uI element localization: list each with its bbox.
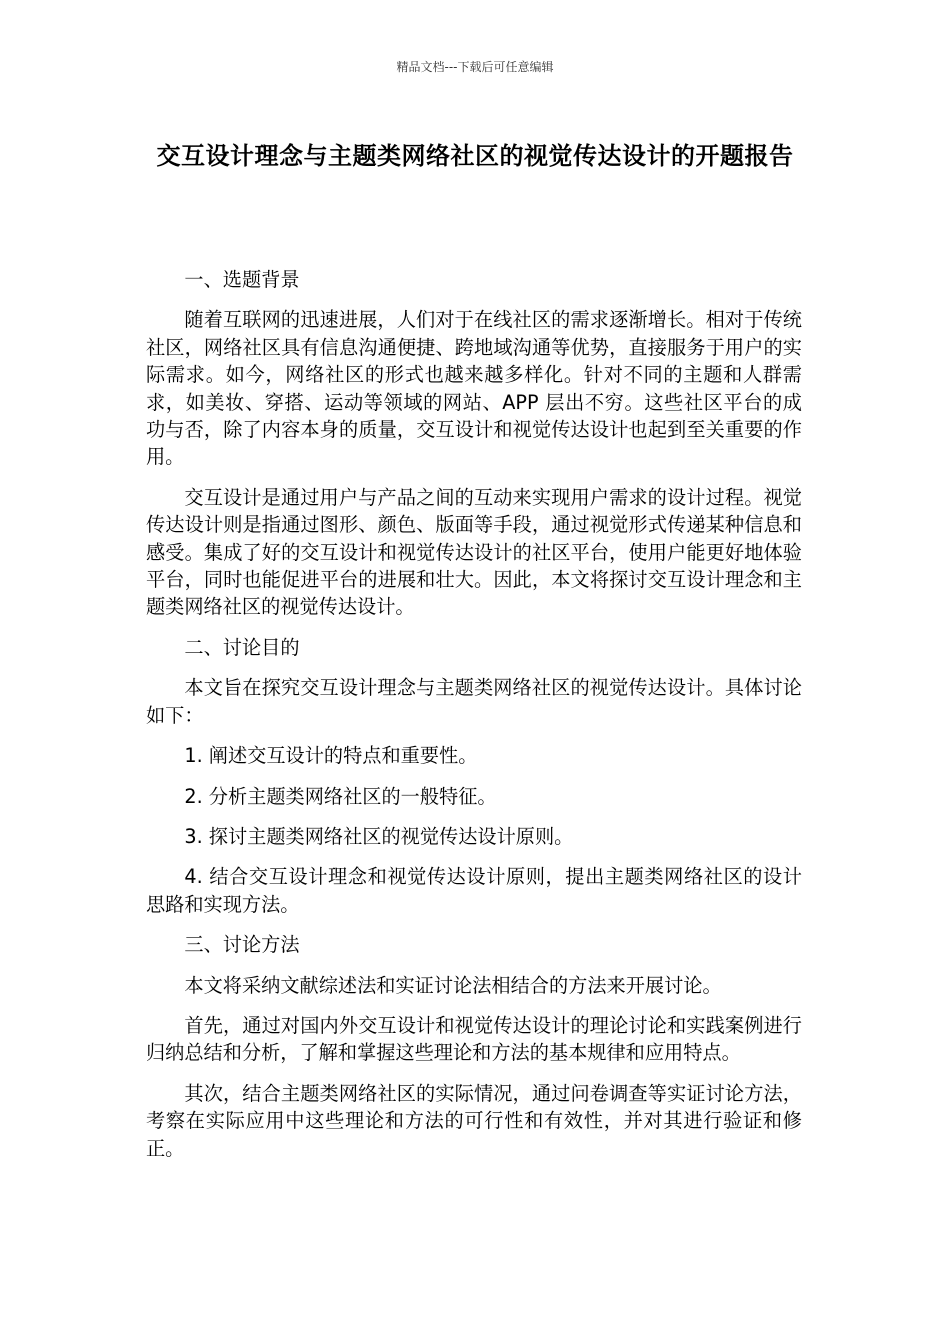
document-title: 交互设计理念与主题类网络社区的视觉传达设计的开题报告 bbox=[156, 142, 794, 170]
list-item: 4. 结合交互设计理念和视觉传达设计原则，提出主题类网络社区的设计思路和实现方法。 bbox=[146, 865, 802, 916]
section-heading-method: 三、讨论方法 bbox=[184, 933, 300, 957]
paragraph: 随着互联网的迅速进展，人们对于在线社区的需求逐渐增长。相对于传统社区，网络社区具有信息沟通便捷、跨地域沟通等优势，直接服务于用户的实际需求。如今，网络社区的形式也越来越多样化。针对不同的主题和人群需求，如美妆、穿搭、运动等领域的网站、APP 层出不穷。这些社区平台的成功与否，除了内容本身的质量，交互设计和视觉传达设计也起到至关重要的作用。 bbox=[146, 308, 802, 469]
list-item: 2. 分析主题类网络社区的一般特征。 bbox=[184, 784, 497, 808]
paragraph: 首先，通过对国内外交互设计和视觉传达设计的理论讨论和实践案例进行归纳总结和分析，了解和掌握这些理论和方法的基本规律和应用特点。 bbox=[146, 1013, 802, 1065]
list-item: 1. 阐述交互设计的特点和重要性。 bbox=[184, 744, 478, 768]
section-heading-purpose: 二、讨论目的 bbox=[184, 635, 300, 659]
page-header: 精品文档---下载后可任意编辑 bbox=[396, 60, 554, 74]
paragraph: 本文旨在探究交互设计理念与主题类网络社区的视觉传达设计。具体讨论如下： bbox=[146, 676, 802, 727]
document-body bbox=[146, 266, 802, 1175]
paragraph: 交互设计是通过用户与产品之间的互动来实现用户需求的设计过程。视觉传达设计则是指通过图形、颜色、版面等手段，通过视觉形式传递某种信息和感受。集成了好的交互设计和视觉传达设计的社区平台，使用户能更好地体验平台，同时也能促进平台的进展和壮大。因此，本文将探讨交互设计理念和主题类网络社区的视觉传达设计。 bbox=[146, 485, 802, 619]
list-item: 3. 探讨主题类网络社区的视觉传达设计原则。 bbox=[184, 824, 574, 848]
paragraph: 其次，结合主题类网络社区的实际情况，通过问卷调查等实证讨论方法，考察在实际应用中这些理论和方法的可行性和有效性，并对其进行验证和修正。 bbox=[146, 1081, 802, 1160]
section-heading-background: 一、选题背景 bbox=[184, 268, 300, 291]
paragraph: 本文将采纳文献综述法和实证讨论法相结合的方法来开展讨论。 bbox=[184, 973, 722, 997]
